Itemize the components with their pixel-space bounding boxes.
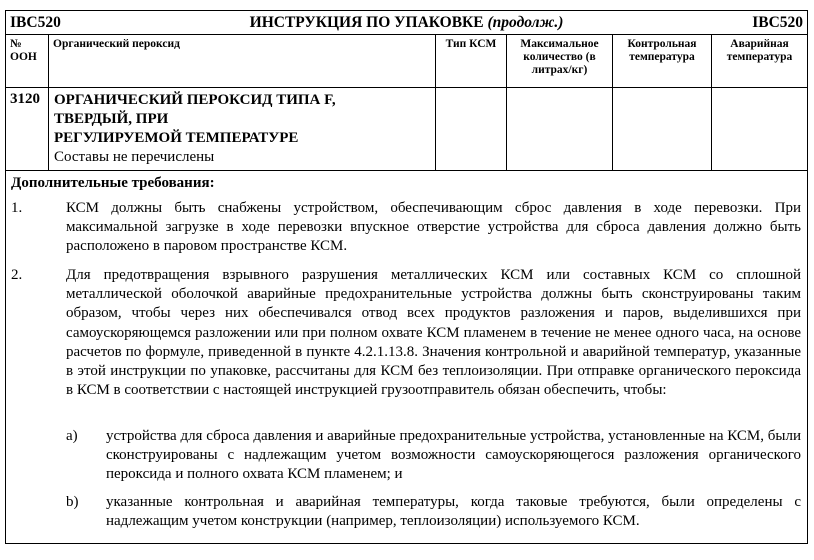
- packing-instruction-table: [5, 10, 808, 544]
- column-header-row: [6, 35, 808, 88]
- requirement-text: КСМ должны быть снабжены устройством, обеспечивающим сброс давления в ходе перевозки. При максимальной загрузке в ходе перевозки впускное отверстие устройства для сброса давления должно быть расположено в паровом пространстве КСМ.: [66, 200, 801, 255]
- entry-control-temp-cell: [613, 88, 712, 171]
- code-left: IBC520: [10, 14, 61, 31]
- col-emergency-temperature: Аварийная температура: [726, 38, 793, 63]
- entry-name-line1: ОРГАНИЧЕСКИЙ ПЕРОКСИД ТИПА F,: [54, 92, 336, 108]
- requirements-title: Дополнительные требования:: [11, 175, 215, 191]
- subitem-letter: a): [66, 428, 78, 444]
- entry-ibc-type-cell: [436, 88, 507, 171]
- entry-row: [6, 88, 808, 171]
- requirement-text: Для предотвращения взрывного разрушения металлических КСМ или составных КСМ со сплошной металлической оболочкой аварийные предохранительные устройства должны быть сконструированы таким образом, чтобы через них обеспечивался отвод всех продуктов разложения и паров, выделившихся при самоускоряющемся разложении или при полном охвате КСМ пламенем в течение не менее одного часа, на основе расчетов по формуле, приведенной в пункте 4.2.1.13.8. Значения контрольной и аварийной температур, указанные в этой инструкции по упаковке, рассчитаны для КСМ без теплоизоляции. При отправке органического пероксида в КСМ в соответствии с настоящей инструкцией грузоотправитель обязан обеспечить, чтобы:: [66, 267, 801, 399]
- col-control-temperature: Контрольная температура: [627, 38, 697, 63]
- title-continued: (продолж.): [487, 14, 564, 31]
- packing-instruction-page: [5, 10, 807, 544]
- page-title: [6, 14, 807, 32]
- entry-name-line3: РЕГУЛИРУЕМОЙ ТЕМПЕРАТУРЕ: [54, 130, 299, 146]
- entry-max-quantity-cell: [507, 88, 613, 171]
- subitem-text: устройства для сброса давления и аварийные предохранительные устройства, установленные на КСМ, были сконструированы с надлежащим учетом возможности самоускоряющегося разложения органического пероксида и полного охвата КСМ пламенем; и: [106, 428, 801, 483]
- col-ibc-type: Тип КСМ: [445, 38, 497, 50]
- col-organic-peroxide: Органический пероксид: [53, 38, 180, 50]
- subitem-letter: b): [66, 494, 79, 510]
- additional-requirements: [6, 171, 807, 543]
- code-right: IBC520: [752, 14, 804, 31]
- entry-un-number: 3120: [10, 91, 40, 107]
- requirement-number: 1.: [11, 200, 23, 216]
- entry-name-line2: ТВЕРДЫЙ, ПРИ: [54, 111, 169, 127]
- requirement-number: 2.: [11, 267, 23, 283]
- entry-emergency-temp-cell: [712, 88, 808, 171]
- subitem-text: указанные контрольная и аварийная температуры, когда таковые требуются, были определены с надлежащим учетом конструкции (например, теплоизоляции) используемого КСМ.: [106, 494, 801, 530]
- entry-formulations: Составы не перечислены: [54, 149, 215, 165]
- title-text: ИНСТРУКЦИЯ ПО УПАКОВКЕ: [249, 14, 484, 31]
- title-bar: [6, 11, 807, 34]
- col-un-number: № ООН: [10, 38, 37, 63]
- col-max-quantity: Максимальное количество (в литрах/кг): [520, 38, 599, 76]
- entry-name: [49, 88, 435, 170]
